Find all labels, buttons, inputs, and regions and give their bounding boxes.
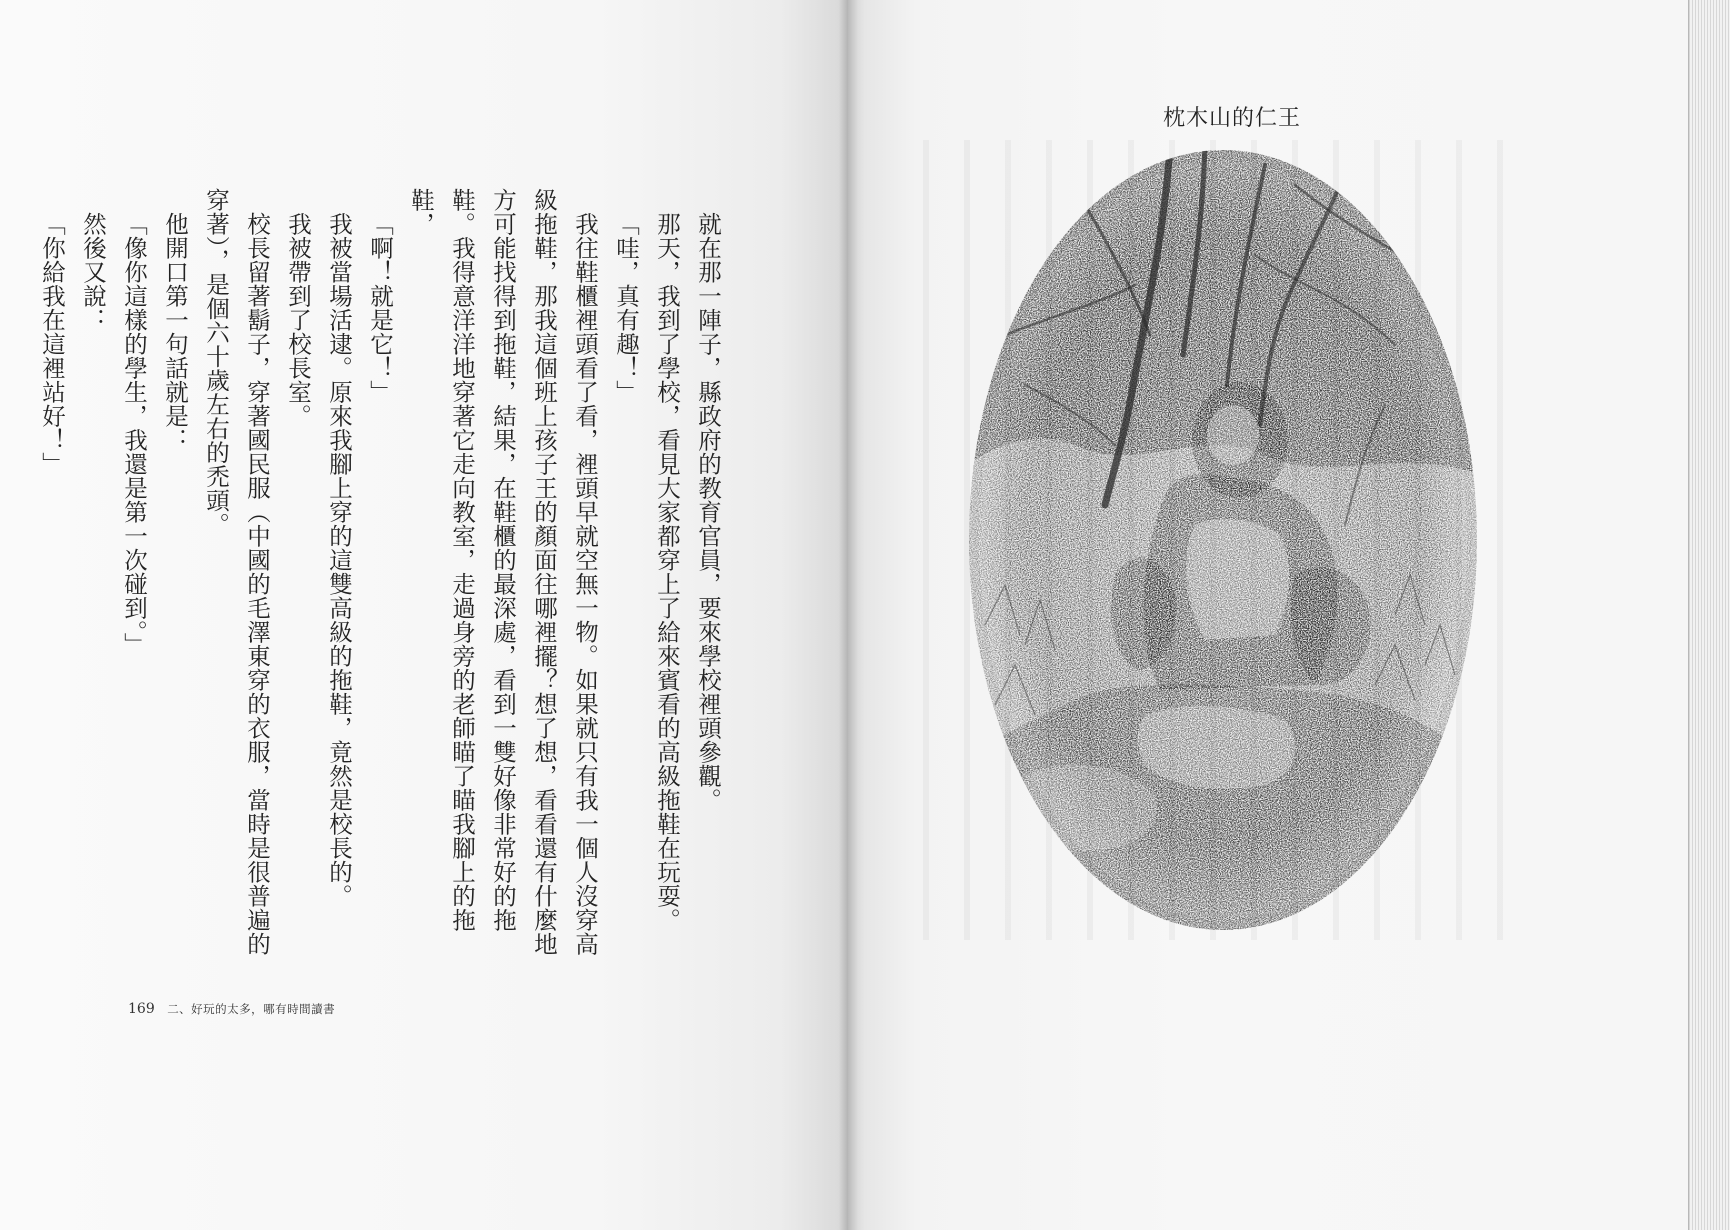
page-footer [128,1001,335,1017]
paragraph: 校長留著鬍子，穿著國民服（中國的毛澤東穿的衣服，當時是很普遍的穿著），是個六十歲左右的禿頭。 [202,188,271,956]
nio-statue-illustration [965,145,1481,935]
paragraph: 「啊！就是它！」 [366,211,394,404]
stipple-drawing-icon [965,145,1481,935]
body-text [31,188,728,968]
paragraph: 我被帶到了校長室。 [284,211,312,428]
paragraph: 那天，我到了學校，看見大家都穿上了給來賓看的高級拖鞋在玩耍。 [653,211,681,932]
left-page [0,0,848,1230]
page-block-edge [1688,0,1730,1230]
paragraph: 他開口第一句話就是： [161,211,189,452]
illustration-caption: 枕木山的仁王 [1163,106,1302,131]
book-gutter [838,0,858,1230]
paragraph: 我往鞋櫃裡頭看了看，裡頭早就空無一物。如果就只有我一個人沒穿高級拖鞋，那我這個班上孩子王的顏面往哪裡擺？想了想，看看還有什麼地方可能找得到拖鞋，結果，在鞋櫃的最深處，看到一雙好像非常好的拖鞋。我得意洋洋地穿著它走向教室，走過身旁的老師瞄了瞄我腳上的拖鞋， [407,188,599,956]
running-head: 二、好玩的太多，哪有時間讀書 [167,1002,336,1016]
paragraph: 「哇，真有趣！」 [612,211,640,404]
paragraph: 我被當場活逮。原來我腳上穿的這雙高級的拖鞋，竟然是校長的。 [325,211,353,908]
page-number: 169 [128,1001,155,1017]
paragraph: 「像你這樣的學生，我還是第一次碰到。」 [120,211,148,656]
paragraph: 「你給我在這裡站好！」 [38,211,66,476]
paragraph: 然後又說： [79,211,107,332]
paragraph: 就在那一陣子，縣政府的教育官員，要來學校裡頭參觀。 [694,211,722,812]
